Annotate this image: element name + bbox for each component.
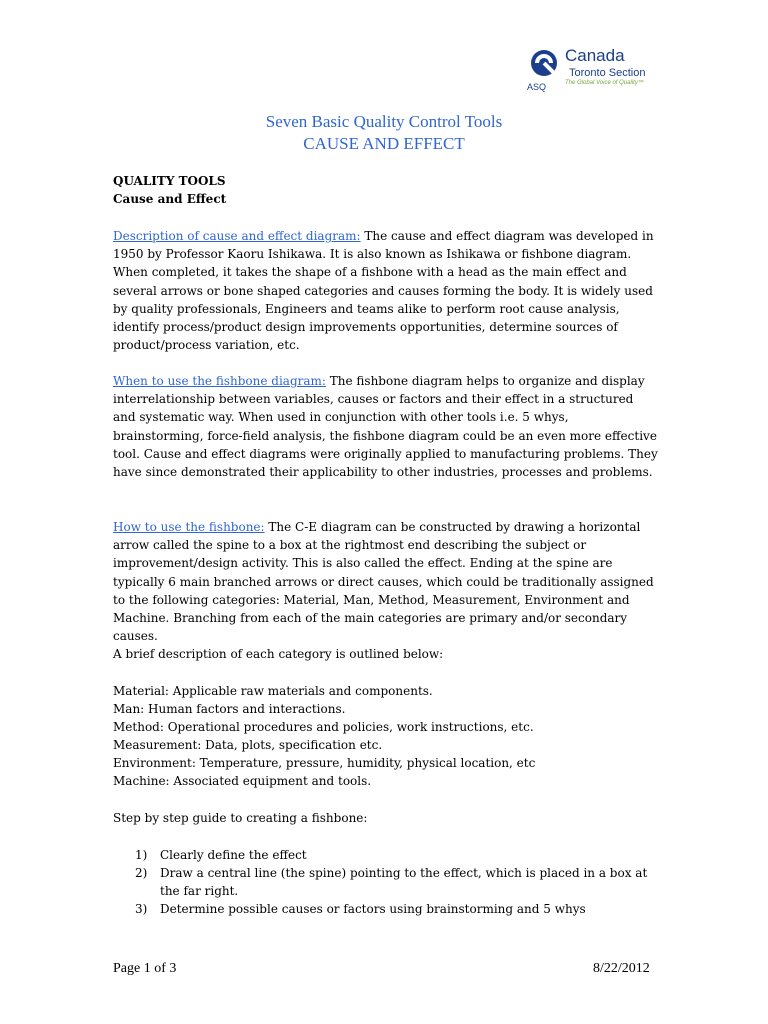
- footer-date: 8/22/2012: [593, 961, 650, 976]
- step-number: 3): [135, 902, 148, 916]
- when-paragraph: [113, 372, 658, 481]
- logo-org: Canada: [565, 46, 625, 65]
- step-text: Determine possible causes or factors using brainstorming and 5 whys: [160, 902, 586, 916]
- category-item: Man: Human factors and interactions.: [113, 702, 346, 716]
- list-item: [137, 864, 662, 900]
- logo-tagline: The Global Voice of Quality™: [565, 80, 644, 86]
- list-item: [137, 846, 662, 864]
- category-item: Machine: Associated equipment and tools.: [113, 774, 372, 788]
- steps-intro: Step by step guide to creating a fishbone:: [113, 811, 368, 825]
- page-number: Page 1 of 3: [113, 961, 177, 976]
- section-heading: QUALITY TOOLS: [113, 174, 226, 188]
- document-subtitle: CAUSE AND EFFECT: [303, 134, 465, 153]
- section-subheading: Cause and Effect: [113, 192, 227, 206]
- brief-description: A brief description of each category is outlined below:: [113, 647, 444, 661]
- category-item: Environment: Temperature, pressure, humidity, physical location, etc: [113, 756, 536, 770]
- step-text: Draw a central line (the spine) pointing to the effect, which is placed in a box at the far right.: [160, 866, 648, 899]
- when-label: When to use the fishbone diagram:: [113, 374, 326, 388]
- how-label: How to use the fishbone:: [113, 520, 265, 534]
- description-paragraph: [113, 227, 658, 354]
- list-item: [137, 900, 662, 918]
- how-paragraph: [113, 518, 658, 645]
- category-item: Method: Operational procedures and policies, work instructions, etc.: [113, 720, 534, 734]
- step-number: 2): [135, 866, 148, 880]
- when-text: The fishbone diagram helps to organize and display interrelationship between variables, causes or factors and their effect in a structured and systematic way. When used in conjunction with other tools i.e. 5 whys, brainstorming, force-field analysis, the fishbone diagram could be an even more effective tool. Cause and effect diagrams were originally applied to manufacturing problems. They have since demonstrated their applicability to other industries, processes and problems.: [113, 374, 658, 480]
- document-title: Seven Basic Quality Control Tools: [265, 112, 503, 131]
- description-label: Description of cause and effect diagram:: [113, 229, 361, 243]
- description-text: The cause and effect diagram was developed in 1950 by Professor Kaoru Ishikawa. It is also known as Ishikawa or fishbone diagram. When completed, it takes the shape of a fishbone with a head as the main effect and several arrows or bone shaped categories and causes forming the body. It is widely used by quality professionals, Engineers and teams alike to perform root cause analysis, identify process/product design improvements opportunities, determine sources of product/process variation, etc.: [113, 229, 654, 353]
- asq-logo: [529, 46, 669, 96]
- logo-acronym: ASQ: [527, 82, 547, 92]
- logo-section: Toronto Section: [569, 67, 646, 79]
- category-item: Measurement: Data, plots, specification etc.: [113, 738, 383, 752]
- category-item: Material: Applicable raw materials and components.: [113, 684, 433, 698]
- step-number: 1): [135, 848, 148, 862]
- how-text: The C-E diagram can be constructed by drawing a horizontal arrow called the spine to a box at the rightmost end describing the subject or improvement/design activity. This is also called the effect. Ending at the spine are typically 6 main branched arrows or direct causes, which could be traditionally assigned to the following categories: Material, Man, Method, Measurement, Environment and Machine. Branching from each of the main categories are primary and/or secondary causes.: [113, 520, 654, 644]
- step-text: Clearly define the effect: [160, 848, 307, 862]
